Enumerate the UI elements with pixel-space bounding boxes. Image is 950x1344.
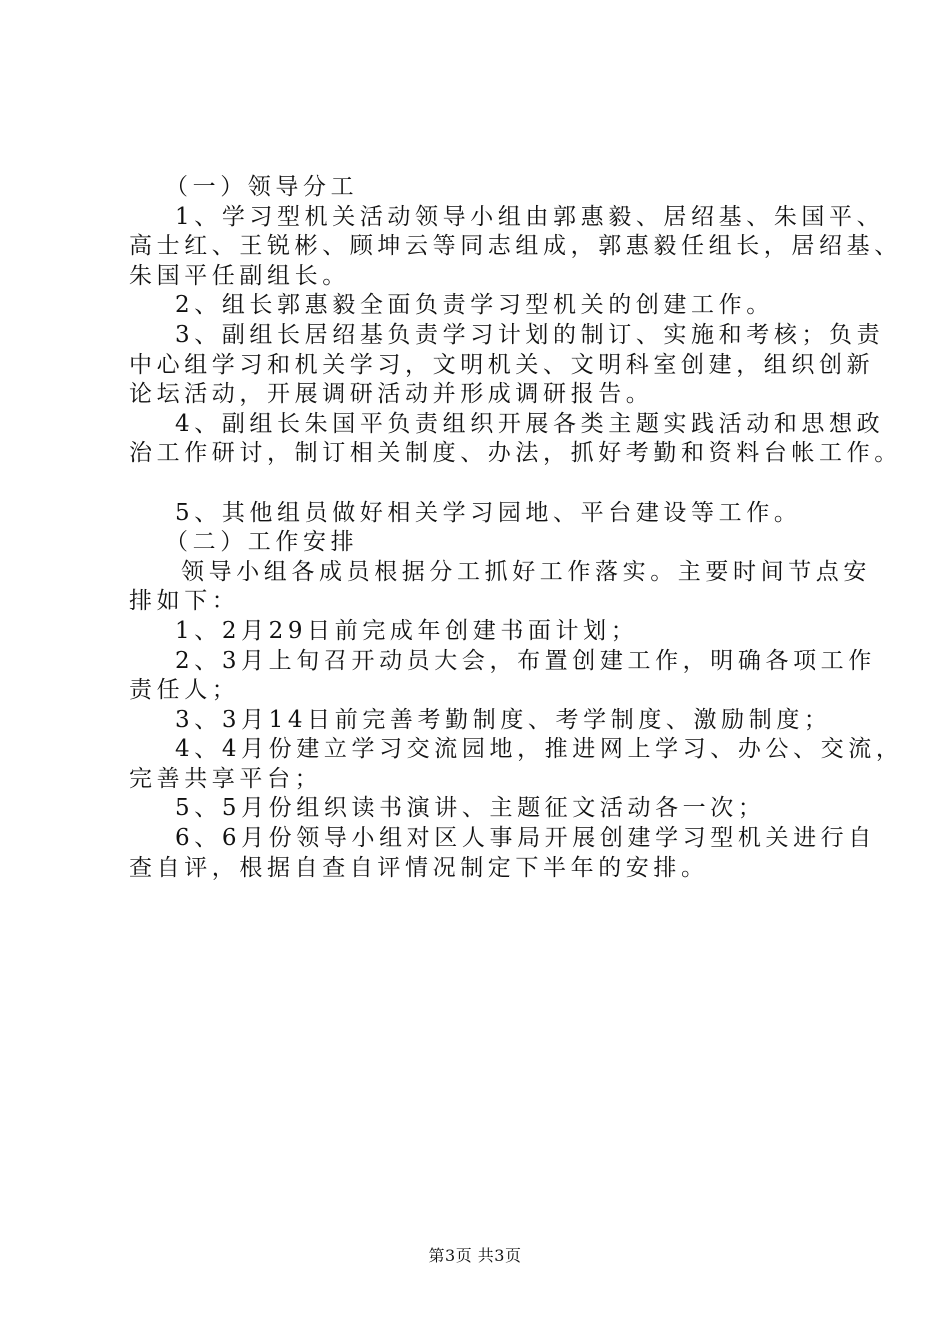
page-number-footer: 第3页 共3页 [428, 1246, 522, 1265]
text-line: 完善共享平台； [129, 765, 323, 792]
text-line: 4、4月份建立学习交流园地，推进网上学习、办公、交流， [175, 736, 904, 763]
text-line: 治工作研讨，制订相关制度、办法，抓好考勤和资料台帐工作。 [129, 440, 902, 467]
text-line: 论坛活动，开展调研活动并形成调研报告。 [129, 381, 654, 408]
text-line: 6、6月份领导小组对区人事局开展创建学习型机关进行自 [175, 825, 876, 852]
text-line: 1、学习型机关活动领导小组由郭惠毅、居绍基、朱国平、 [175, 203, 885, 230]
text-line: 5、5月份组织读书演讲、主题征文活动各一次； [175, 795, 766, 822]
text-line: 领导小组各成员根据分工抓好工作落实。主要时间节点安 [181, 558, 871, 585]
text-line: 2、3月上旬召开动员大会，布置创建工作，明确各项工作 [175, 647, 876, 674]
section-heading-leadership: （一）领导分工 [165, 174, 359, 200]
text-line: 4、副组长朱国平负责组织开展各类主题实践活动和思想政 [175, 410, 885, 437]
section-heading-work-arrangement: （二）工作安排 [165, 529, 359, 556]
document-body [129, 173, 904, 883]
text-line: 1、2月29日前完成年创建书面计划； [175, 617, 639, 644]
text-line: 3、3月14日前完善考勤制度、考学制度、激励制度； [175, 706, 832, 733]
text-line: 5、其他组员做好相关学习园地、平台建设等工作。 [175, 499, 802, 526]
text-line: 2、组长郭惠毅全面负责学习型机关的创建工作。 [175, 292, 774, 319]
text-line: 中心组学习和机关学习，文明机关、文明科室创建，组织创新 [129, 351, 875, 378]
text-line: 责任人； [129, 677, 240, 704]
paragraph-gap [129, 469, 853, 499]
text-line: 排如下： [129, 588, 240, 615]
text-line: 查自评，根据自查自评情况制定下半年的安排。 [129, 854, 709, 881]
text-line: 高士红、王锐彬、顾坤云等同志组成，郭惠毅任组长，居绍基、 [129, 233, 902, 260]
text-line: 3、副组长居绍基负责学习计划的制订、实施和考核；负责 [175, 321, 885, 348]
text-line: 朱国平任副组长。 [129, 262, 350, 289]
